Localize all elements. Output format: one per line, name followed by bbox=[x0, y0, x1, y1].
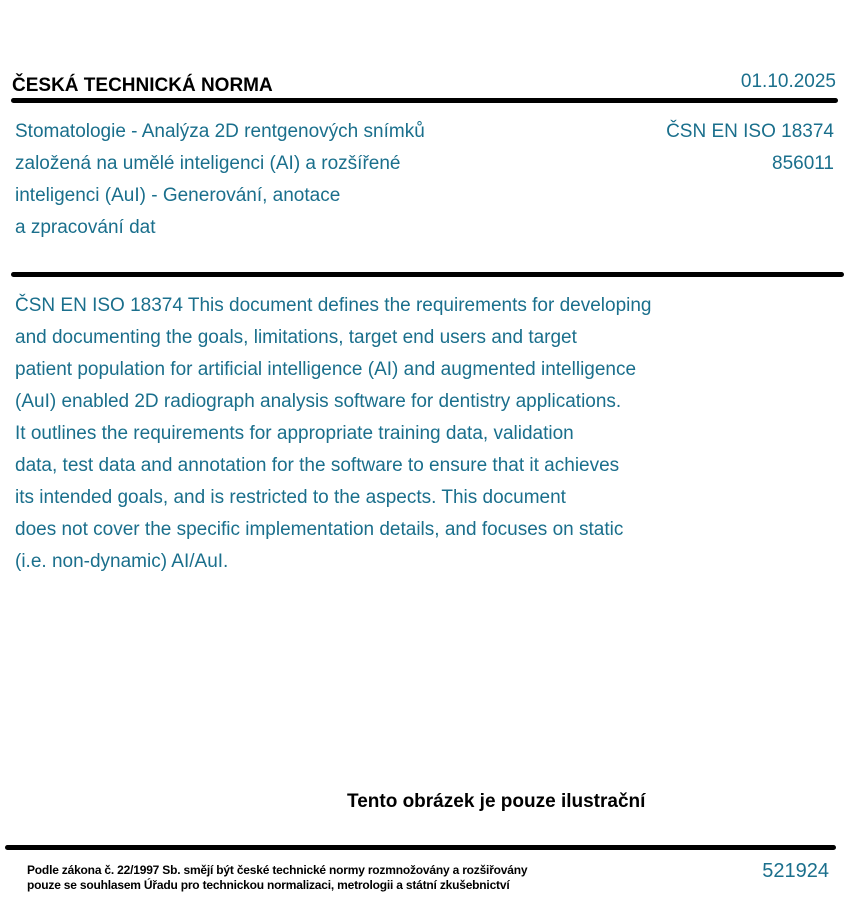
standard-title-line: a zpracování dat bbox=[15, 217, 156, 238]
footer-divider bbox=[5, 845, 836, 850]
classification-code: 856011 bbox=[772, 153, 834, 174]
legal-line: Podle zákona č. 22/1997 Sb. smějí být české technické normy rozmnožovány a rozšiřovány bbox=[27, 863, 528, 877]
abstract-line: (i.e. non-dynamic) AI/AuI. bbox=[15, 551, 229, 572]
abstract-line: patient population for artificial intelligence (AI) and augmented intelligence bbox=[15, 359, 637, 380]
standard-title-line: založená na umělé inteligenci (AI) a rozšířené bbox=[15, 153, 401, 174]
abstract-line: (AuI) enabled 2D radiograph analysis software for dentistry applications. bbox=[15, 391, 622, 412]
abstract-line: does not cover the specific implementation details, and focuses on static bbox=[15, 519, 624, 540]
publication-date: 01.10.2025 bbox=[740, 71, 836, 92]
standard-title-line: inteligenci (AuI) - Generování, anotace bbox=[15, 185, 341, 206]
header-divider bbox=[11, 98, 838, 103]
standard-identifiers bbox=[666, 116, 834, 180]
standard-title bbox=[15, 116, 425, 244]
illustrative-note: Tento obrázek je pouze ilustrační bbox=[347, 791, 646, 812]
abstract-line: its intended goals, and is restricted to the aspects. This document bbox=[15, 487, 566, 508]
header-title: ČESKÁ TECHNICKÁ NORMA bbox=[12, 75, 273, 96]
section-divider bbox=[11, 272, 844, 277]
abstract-line: ČSN EN ISO 18374 This document defines the requirements for developing bbox=[15, 295, 652, 316]
abstract-text bbox=[15, 290, 652, 578]
legal-notice bbox=[27, 863, 527, 893]
abstract-line: It outlines the requirements for appropriate training data, validation bbox=[15, 423, 574, 444]
abstract-line: and documenting the goals, limitations, target end users and target bbox=[15, 327, 577, 348]
abstract-line: data, test data and annotation for the software to ensure that it achieves bbox=[15, 455, 620, 476]
legal-line: pouze se souhlasem Úřadu pro technickou normalizaci, metrologii a státní zkušebnictví bbox=[27, 878, 510, 892]
standard-title-line: Stomatologie - Analýza 2D rentgenových snímků bbox=[15, 121, 425, 142]
standard-designation: ČSN EN ISO 18374 bbox=[666, 121, 834, 142]
footer-code: 521924 bbox=[762, 860, 829, 882]
